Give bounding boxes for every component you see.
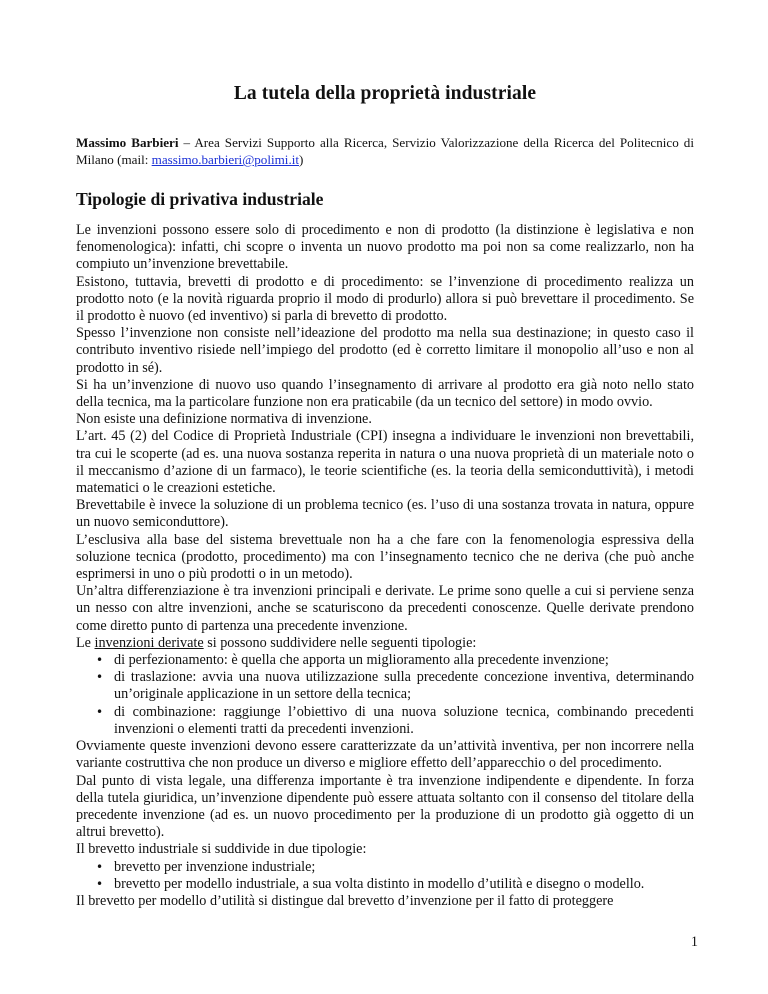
derived-inventions-list	[76, 652, 694, 738]
paragraph: Un’altra differenziazione è tra invenzioni principali e derivate. Le prime sono quelle a cui si perviene senza un nesso con altre invenzioni, anche se scaturiscono da precedenti conoscenze. Quelle derivate prendono come diretto punto di partenza una precedente invenzione.	[76, 583, 694, 634]
author-affiliation: – Area Servizi Supporto alla Ricerca, Servizio Valorizzazione della Ricerca del Politecnico di Milano (mail:	[76, 135, 694, 167]
patent-types-list	[76, 859, 694, 893]
list-item: • brevetto per modello industriale, a sua volta distinto in modello d’utilità e disegno o modello.	[114, 876, 694, 893]
underlined-term: invenzioni derivate	[94, 634, 204, 651]
author-affiliation-end: )	[299, 152, 304, 167]
paragraph	[76, 635, 694, 652]
page-content	[76, 82, 694, 910]
section-heading: Tipologie di privativa industriale	[76, 189, 324, 209]
text: si possono suddividere nelle seguenti tipologie:	[203, 634, 477, 651]
list-item: • di perfezionamento: è quella che apporta un miglioramento alla precedente invenzione;	[114, 652, 694, 669]
author-name: Massimo Barbieri	[76, 135, 179, 150]
paragraph: Dal punto di vista legale, una differenza importante è tra invenzione indipendente e dipendente. In forza della tutela giuridica, un’invenzione dipendente può essere attuata soltanto con il consenso del titolare della precedente invenzione (ad es. un nuovo procedimento per la produzione di un prodotto già oggetto di un altrui brevetto).	[76, 772, 694, 841]
paragraph: Non esiste una definizione normativa di invenzione.	[76, 411, 372, 428]
list-item: • di traslazione: avvia una nuova utilizzazione sulla precedente concezione inventiva, determinando un’originale applicazione in un settore della tecnica;	[114, 669, 694, 703]
paragraph: Il brevetto industriale si suddivide in due tipologie:	[76, 841, 367, 858]
paragraph: Brevettabile è invece la soluzione di un problema tecnico (es. l’uso di una sostanza trovata in natura, oppure un nuovo semiconduttore).	[76, 497, 694, 531]
paragraph: L’esclusiva alla base del sistema brevettuale non ha a che fare con la fenomenologia espressiva della soluzione tecnica (prodotto, procedimento) ma con l’insegnamento tecnico che ne deriva (che può anche esprimersi in uno o più prodotti o in un metodo).	[76, 531, 694, 583]
list-item: • brevetto per invenzione industriale;	[114, 859, 694, 876]
document-title: La tutela della proprietà industriale	[233, 83, 537, 104]
author-line	[76, 134, 694, 168]
paragraph: Le invenzioni possono essere solo di procedimento e non di prodotto (la distinzione è legislativa e non fenomenologica): infatti, chi scopre o inventa un nuovo prodotto ma poi non sa come realizzarlo, non ha compiuto un’invenzione brevettabile.	[76, 222, 694, 273]
page-number: 1	[690, 934, 698, 950]
list-item: • di combinazione: raggiunge l’obiettivo di una nuova soluzione tecnica, combinando precedenti invenzioni o elementi tratti da precedenti invenzioni.	[114, 704, 694, 738]
paragraph: Ovviamente queste invenzioni devono essere caratterizzate da un’attività inventiva, per non incorrere nella variante costruttiva che non produce un diverso e migliore effetto dell’apparecchio o del procedimento.	[76, 738, 694, 772]
paragraph: Si ha un’invenzione di nuovo uso quando l’insegnamento di arrivare al prodotto era già noto nello stato della tecnica, ma la particolare funzione non era praticabile (da un tecnico del settore) in modo ovvio.	[76, 376, 694, 411]
paragraph: Esistono, tuttavia, brevetti di prodotto e di procedimento: se l’invenzione di procedimento realizza un prodotto noto (e la novità riguarda proprio il modo di produrlo) allora si può brevettare il procedimento. Se il prodotto è nuovo (ed inventivo) si parla di brevetto di prodotto.	[76, 273, 694, 325]
paragraph: L’art. 45 (2) del Codice di Proprietà Industriale (CPI) insegna a individuare le invenzioni non brevettabili, tra cui le scoperte (ad es. una nuova sostanza reperita in natura o una nuova proprietà di un materiale noto o il meccanismo d’azione di un farmaco), le teorie scientifiche (es. la teoria della semiconduttività), i metodi matematici o le creazioni estetiche.	[76, 428, 694, 497]
paragraph: Il brevetto per modello d’utilità si distingue dal brevetto d’invenzione per il fatto di proteggere	[76, 892, 614, 909]
text: Le	[76, 634, 95, 651]
paragraph: Spesso l’invenzione non consiste nell’ideazione del prodotto ma nella sua destinazione; in questo caso il contributo inventivo risiede nell’impiego del prodotto (ed è corretto limitare il monopolio all’uso e non al prodotto in sé).	[76, 325, 694, 376]
author-email-link[interactable]: massimo.barbieri@polimi.it	[151, 152, 299, 167]
